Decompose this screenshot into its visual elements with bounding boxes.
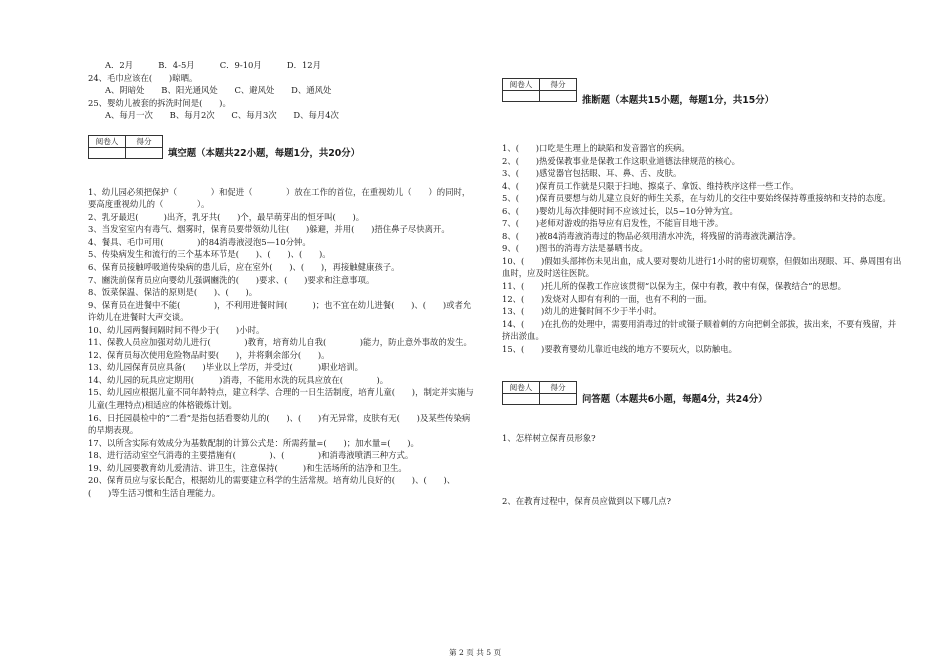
- tf-item: 7、( )老师对游戏的指导应有启发性，不能盲目地干涉。: [502, 218, 724, 229]
- score-label: 得分: [540, 79, 577, 91]
- tf-item: 3、( )感觉器官包括眼、耳、鼻、舌、皮肤。: [502, 168, 682, 179]
- question-line: 25、婴幼儿被套的拆洗时间是( )。: [88, 97, 231, 108]
- qa-item: 1、怎样树立保育员形象?: [502, 433, 596, 444]
- question-item: 1、幼儿园必须把保护（ ）和促进（ ）放在工作的首位，在重视幼儿（ ）的同时，要高度重视幼儿的（ ）。: [88, 186, 471, 210]
- question-item: 12、保育员每次使用危险物品时要( )，并将剩余部分( )。: [88, 349, 330, 360]
- question-item: 17、以所含实际有效成分为基数配制的计算公式是：所需药量=( )；加水量=( )。: [88, 437, 419, 448]
- score-label: 得分: [540, 382, 577, 394]
- score-cell[interactable]: [540, 394, 577, 405]
- question-item: 7、豳洗前保育员应向婴幼儿强调豳洗的( )要求、( )要求和注意事项。: [88, 274, 375, 285]
- grader-label: 阅卷人: [503, 79, 540, 91]
- option-line: A、阴暗处 B、阳光通风处 C、避风处 D、通风处: [105, 85, 332, 96]
- grader-cell[interactable]: [89, 147, 126, 158]
- score-cell[interactable]: [540, 91, 577, 102]
- section-title-qa: 问答题（本题共6小题，每题4分，共24分）: [582, 394, 768, 406]
- tf-item: 15、( )要教育婴幼儿靠近电线的地方不要玩火，以防触电。: [502, 343, 737, 354]
- question-item: 18、进行活动室空气消毒的主要措施有( )、( )和消毒液喷洒三种方式。: [88, 450, 414, 461]
- question-item: 15、幼儿园应根据儿童不同年龄特点，建立科学、合理的一日生活制度，培育儿童( )，制定并实施与儿童(生理特点)相适应的体格锻炼计划。: [88, 387, 474, 411]
- grader-label: 阅卷人: [503, 382, 540, 394]
- question-item: 9、保育员在进餐中不能( )，不利用进餐时间( )；也不宜在幼儿进餐( )、( )或者允许幼儿在进餐时大声交谈。: [88, 299, 472, 323]
- fill-section-header: [88, 135, 474, 173]
- question-item: 8、饭菜保温、保洁的原则是( )、( )。: [88, 287, 258, 298]
- question-item: 16、日托园晨检中的“二看”是指包括看婴幼儿的( )、( )有无异常，皮肤有无( )及某些传染病的早期表现。: [88, 412, 471, 436]
- question-item: 13、幼儿园保育员应具备( )毕业以上学历，并受过( )职业培训。: [88, 362, 363, 373]
- answer-space[interactable]: [502, 445, 902, 495]
- qa-section-header: [502, 381, 902, 419]
- question-item: 4、餐具、毛巾可用( )的84消毒液浸泡5—10分钟。: [88, 236, 311, 247]
- tf-item: 6、( )婴幼儿每次排便时间不应该过长，以5~10分钟为宜。: [502, 205, 738, 216]
- score-cell[interactable]: [126, 147, 163, 158]
- section-title-tf: 推断题（本题共15小题，每题1分，共15分）: [582, 95, 774, 106]
- tf-item: 8、( )被84消毒液消毒过的物品必须用清水冲洗，将残留的消毒液洗涮洁净。: [502, 230, 801, 241]
- score-box: [88, 135, 163, 159]
- question-item: 5、传染病发生和流行的三个基本环节是( )、( )、( )。: [88, 249, 331, 260]
- question-item: 6、保育员接触呼吸道传染病的患儿后，应在室外( )、( )，再接触健康孩子。: [88, 262, 400, 273]
- right-column: [502, 78, 902, 507]
- grader-cell[interactable]: [503, 91, 540, 102]
- question-item: 11、保教人员应加强对幼儿进行( )教育，培育幼儿自我( )能力，防止意外事故的发生。: [88, 337, 472, 348]
- question-item: 14、幼儿园的玩具应定期用( )消毒，不能用水洗的玩具应放在( )。: [88, 374, 389, 385]
- tf-section-header: [502, 78, 902, 116]
- qa-item: 2、在教育过程中，保育员应做到以下哪几点?: [502, 495, 671, 506]
- tf-item: 14、( )在扎伤的处理中，需要用消毒过的针或镊子顺着刺的方向把刺全部拔，拔出来，不要有残留，并挤出淤血。: [502, 318, 897, 342]
- tf-item: 1、( )口吃是生理上的缺陷和发音器官的疾病。: [502, 143, 690, 153]
- score-label: 得分: [126, 135, 163, 147]
- score-box: [502, 381, 577, 405]
- tf-item: 13、( )幼儿的进餐时间不少于半小时。: [502, 306, 662, 317]
- tf-item: 11、( )托儿所的保教工作应该贯彻“以保为主，保中有教，教中有保，保教结合”的思想。: [502, 281, 847, 292]
- question-item: 3、当发室室内有毒气、烟雾时，保育员要带领幼儿往( )躲避，并用( )捂住鼻子尽快离开。: [88, 224, 450, 235]
- option-line: A．2月 B．4-5月 C．9-10月 D．12月: [105, 60, 321, 70]
- tf-item: 12、( )发烧对人即有有利的一面，也有不利的一面。: [502, 293, 712, 304]
- tf-item: 9、( )图书的消毒方法是暴晒书皮。: [502, 243, 648, 254]
- grader-label: 阅卷人: [89, 135, 126, 147]
- score-box: [502, 78, 577, 102]
- tf-item: 5、( )保育员要想与幼儿建立良好的师生关系，在与幼儿的交往中要始终保持尊重接纳和支持的态度。: [502, 193, 891, 204]
- question-item: 2、乳牙最迟( )出齐，乳牙共( )个，最早萌芽出的恒牙叫( )。: [88, 211, 365, 222]
- page-number: 第 2 页 共 5 页: [448, 648, 502, 657]
- question-item: 20、保育员应与家长配合，根据幼儿的需要建立科学的生活常规。培育幼儿良好的( )、( )、( )等生活习惯和生活自理能力。: [88, 475, 456, 498]
- left-column: [88, 59, 474, 499]
- question-line: 24、毛巾应该在( )晾晒。: [88, 72, 198, 83]
- section-title-fill: 填空题（本题共22小题，每题1分，共20分）: [168, 147, 360, 159]
- question-item: 10、幼儿园两餐间隔时间不得少于( )小时。: [88, 324, 265, 335]
- question-item: 19、幼儿园要教育幼儿爱清洁、讲卫生，注意保持( )和生活场所的洁净和卫生。: [88, 462, 407, 473]
- tf-item: 10、( )假如头部摔伤未见出血，成人要对婴幼儿进行1小时的密切观察，但假如出现眼、耳、鼻周围有出血时，应及时送往医院。: [502, 255, 902, 279]
- grader-cell[interactable]: [503, 394, 540, 405]
- tf-item: 2、( )热爱保教事业是保教工作这职业道德法律规范的核心。: [502, 155, 740, 166]
- tf-item: 4、( )保育员工作就是只限于扫地、擦桌子、拿饭、维持秩序这样一些工作。: [502, 180, 799, 191]
- option-line: A、每月一次 B、每月2次 C、每月3次 D、每月4次: [105, 110, 339, 121]
